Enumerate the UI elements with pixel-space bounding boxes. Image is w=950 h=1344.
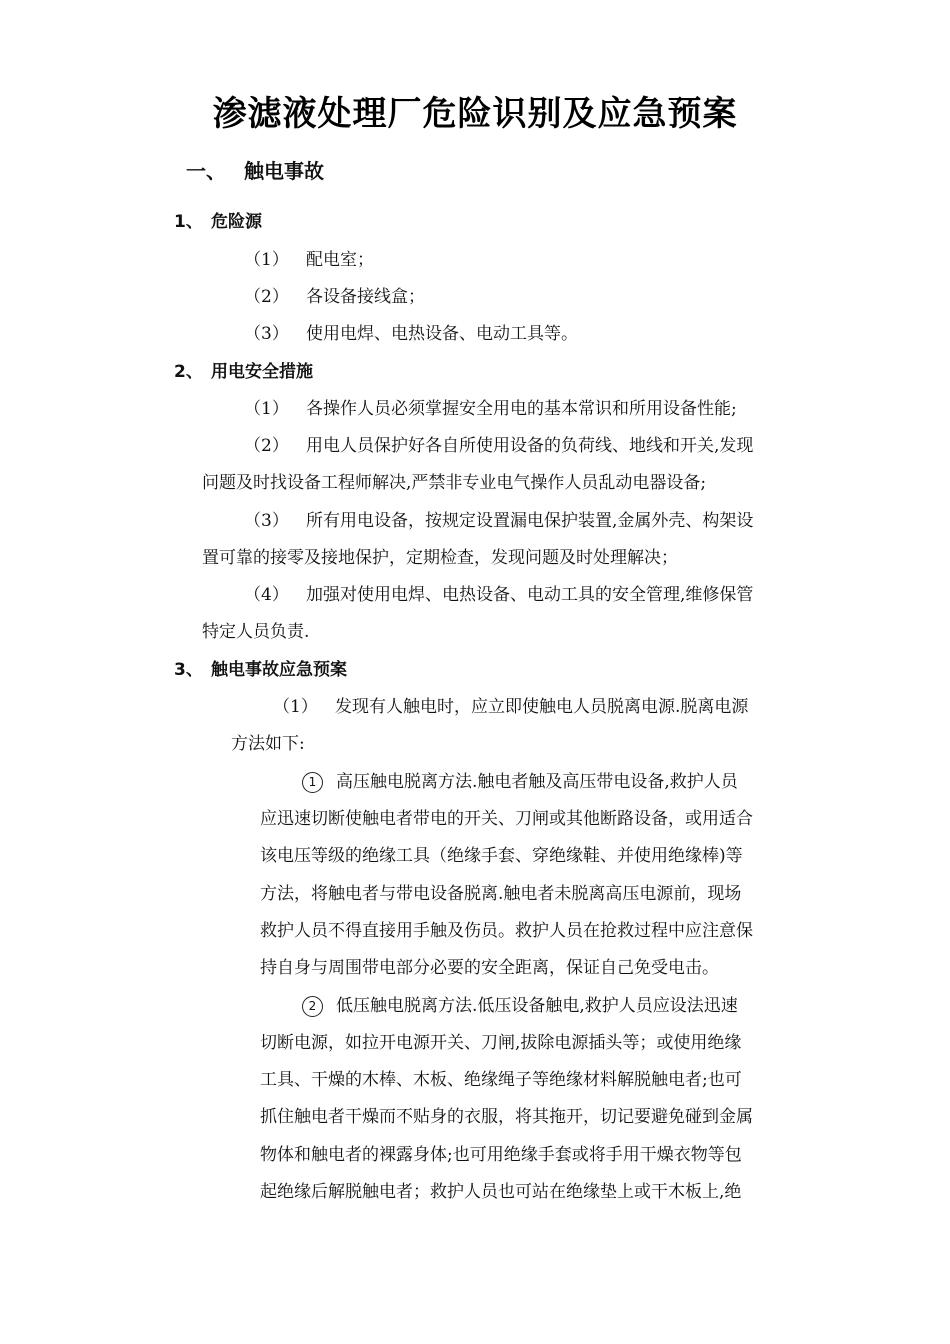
method-item-continuation: 工具、干燥的木棒、木板、绝缘绳子等绝缘材料解脱触电者;也可 xyxy=(260,1070,742,1090)
item-text: 各设备接线盒； xyxy=(306,287,425,307)
subsection-number: 3、 xyxy=(174,660,203,680)
subsection-title: 触电事故应急预案 xyxy=(211,660,347,680)
item-text: 各操作人员必须掌握安全用电的基本常识和所用设备性能; xyxy=(306,399,737,419)
subsection-heading-hazards xyxy=(174,207,262,232)
measure-item-continuation: 特定人员负责. xyxy=(202,622,310,642)
measure-item xyxy=(244,394,737,419)
item-index: （3） xyxy=(244,511,289,531)
method-item xyxy=(302,991,738,1017)
item-text: 加强对使用电焊、电热设备、电动工具的安全管理,维修保管 xyxy=(306,585,754,605)
item-index: （1） xyxy=(273,697,318,717)
item-text: 配电室； xyxy=(306,250,374,270)
subsection-number: 2、 xyxy=(174,362,203,382)
measure-item-continuation: 置可靠的接零及接地保护，定期检查，发现问题及时处理解决； xyxy=(202,548,678,568)
hazard-item xyxy=(244,282,425,307)
item-index: （3） xyxy=(244,324,289,344)
item-text: 用电人员保护好各自所使用设备的负荷线、地线和开关,发现 xyxy=(306,436,754,456)
measure-item xyxy=(244,506,753,531)
measure-item-continuation: 问题及时找设备工程师解决,严禁非专业电气操作人员乱动电器设备; xyxy=(202,473,707,493)
section-number: 一、 xyxy=(186,159,226,183)
item-text: 使用电焊、电热设备、电动工具等。 xyxy=(306,324,578,344)
measure-item xyxy=(244,431,753,456)
method-item-continuation: 起绝缘后解脱触电者；救护人员也可站在绝缘垫上或干木板上,绝 xyxy=(260,1182,742,1202)
hazard-item xyxy=(244,245,374,270)
item-index: （2） xyxy=(244,436,289,456)
method-item-continuation: 持自身与周围带电部分必要的安全距离，保证自己免受电击。 xyxy=(260,958,719,978)
method-item-continuation: 应迅速切断使触电者带电的开关、刀闸或其他断路设备，或用适合 xyxy=(260,809,753,829)
item-index: （2） xyxy=(244,287,289,307)
circled-number-1: 1 xyxy=(302,772,323,793)
method-item-continuation: 切断电源，如拉开电源开关、刀闸,拔除电源插头等；或使用绝缘 xyxy=(260,1033,742,1053)
method-item-continuation: 该电压等级的绝缘工具（绝缘手套、穿绝缘鞋、并使用绝缘棒)等 xyxy=(260,846,743,866)
page-title: 渗滤液处理厂危险识别及应急预案 xyxy=(212,94,738,134)
section-heading-electric-shock xyxy=(186,155,324,184)
item-index: （1） xyxy=(244,250,289,270)
item-text: 所有用电设备，按规定设置漏电保护装置,金属外壳、构架设 xyxy=(306,511,754,531)
section-title: 触电事故 xyxy=(244,159,324,183)
circled-number-2: 2 xyxy=(302,996,323,1017)
item-text: 高压触电脱离方法.触电者触及高压带电设备,救护人员 xyxy=(336,772,738,792)
item-text: 发现有人触电时，应立即使触电人员脱离电源.脱离电源 xyxy=(335,697,749,717)
subsection-number: 1、 xyxy=(174,212,203,232)
item-text: 低压触电脱离方法.低压设备触电,救护人员应设法迅速 xyxy=(336,996,738,1016)
item-index: （4） xyxy=(244,585,289,605)
method-item xyxy=(302,767,738,793)
method-item-continuation: 抓住触电者干燥而不贴身的衣服，将其拖开，切记要避免碰到金属 xyxy=(260,1107,753,1127)
method-item-continuation: 救护人员不得直接用手触及伤员。救护人员在抢救过程中应注意保 xyxy=(260,921,753,941)
measure-item xyxy=(244,580,753,605)
plan-item xyxy=(273,692,748,717)
method-item-continuation: 物体和触电者的裸露身体;也可用绝缘手套或将手用干燥衣物等包 xyxy=(260,1145,742,1165)
subsection-heading-emergency-plan xyxy=(174,655,347,680)
plan-item-continuation: 方法如下: xyxy=(231,734,305,754)
hazard-item xyxy=(244,319,578,344)
item-index: （1） xyxy=(244,399,289,419)
method-item-continuation: 方法，将触电者与带电设备脱离.触电者未脱离高压电源前，现场 xyxy=(260,884,742,904)
subsection-title: 危险源 xyxy=(211,212,262,232)
subsection-title: 用电安全措施 xyxy=(211,362,313,382)
subsection-heading-safety-measures xyxy=(174,357,313,382)
